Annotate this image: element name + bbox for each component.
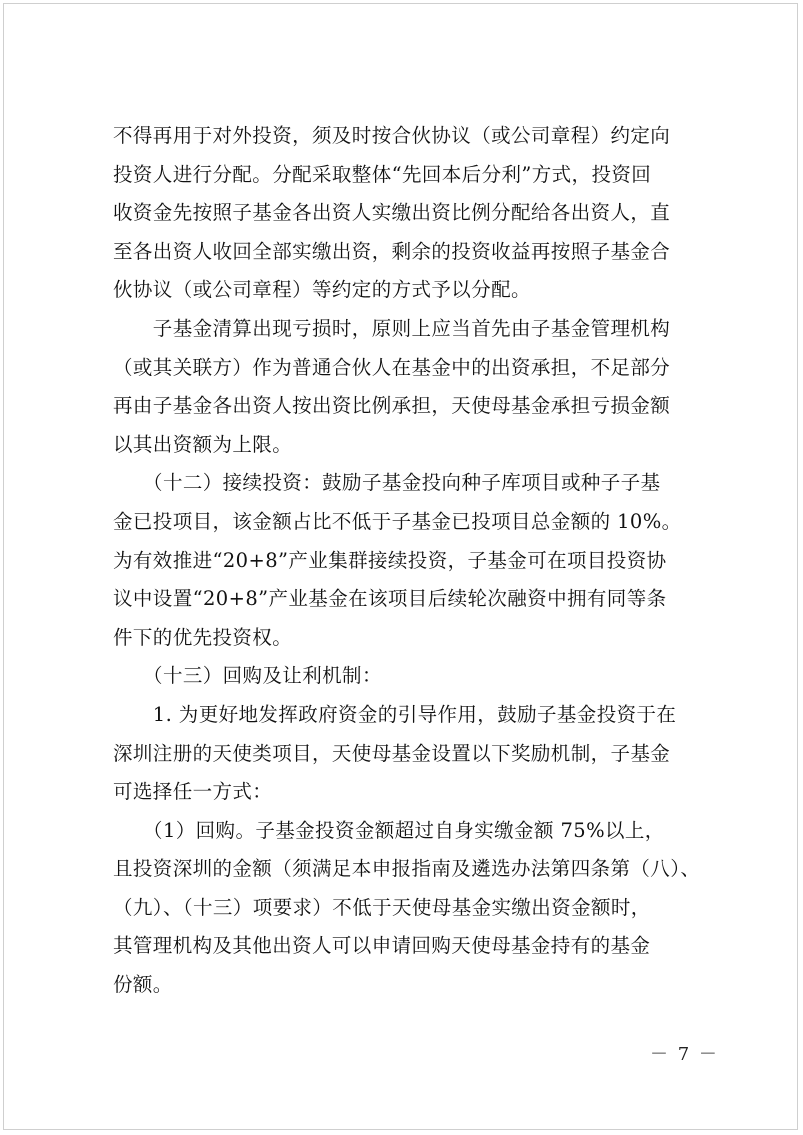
text-line-18: 可选择任一方式： (113, 780, 273, 804)
page-number: － 7 － (650, 1044, 719, 1065)
text-line-22: 其管理机构及其他出资人可以申请回购天使母基金持有的基金 (113, 934, 651, 958)
text-line-11: 金已投项目，该金额占比不低于子基金已投项目总金额的 10%。 (113, 509, 682, 533)
text-line-4: 至各出资人收回全部实缴出资，剩余的投资收益再按照子基金合 (113, 239, 671, 263)
text-line-23: 份额。 (113, 973, 173, 997)
text-line-10: （十二）接续投资：鼓励子基金投向种子库项目或种子子基 (113, 471, 661, 495)
text-line-16: 1. 为更好地发挥政府资金的引导作用，鼓励子基金投资于在 (113, 702, 677, 726)
text-line-17: 深圳注册的天使类项目，天使母基金设置以下奖励机制，子基金 (113, 741, 671, 765)
text-line-15: （十三）回购及让利机制： (113, 664, 382, 688)
text-line-6: 子基金清算出现亏损时，原则上应当首先由子基金管理机构 (113, 316, 671, 340)
text-line-21: （九）、（十三）项要求）不低于天使母基金实缴出资金额时， (113, 895, 651, 919)
text-line-3: 收资金先按照子基金各出资人实缴出资比例分配给各出资人，直 (113, 201, 671, 225)
text-line-14: 件下的优先投资权。 (113, 625, 293, 649)
document-body (113, 117, 703, 1005)
text-line-5: 伙协议（或公司章程）等约定的方式予以分配。 (113, 278, 531, 302)
text-line-13: 议中设置“20+8”产业基金在该项目后续轮次融资中拥有同等条 (113, 587, 667, 611)
text-line-1: 不得再用于对外投资，须及时按合伙协议（或公司章程）约定向 (113, 124, 671, 147)
text-line-12: 为有效推进“20+8”产业集群接续投资，子基金可在项目投资协 (113, 548, 667, 572)
text-line-9: 以其出资额为上限。 (113, 432, 293, 456)
text-line-20: 且投资深圳的金额（须满足本申报指南及遴选办法第四条第（八）、 (113, 857, 701, 881)
text-line-7: （或其关联方）作为普通合伙人在基金中的出资承担，不足部分 (113, 355, 671, 379)
text-line-8: 再由子基金各出资人按出资比例承担，天使母基金承担亏损金额 (113, 394, 671, 418)
text-line-19: （1）回购。子基金投资金额超过自身实缴金额 75%以上， (113, 818, 665, 842)
text-line-2: 投资人进行分配。分配采取整体“先回本后分利”方式，投资回 (113, 162, 652, 186)
